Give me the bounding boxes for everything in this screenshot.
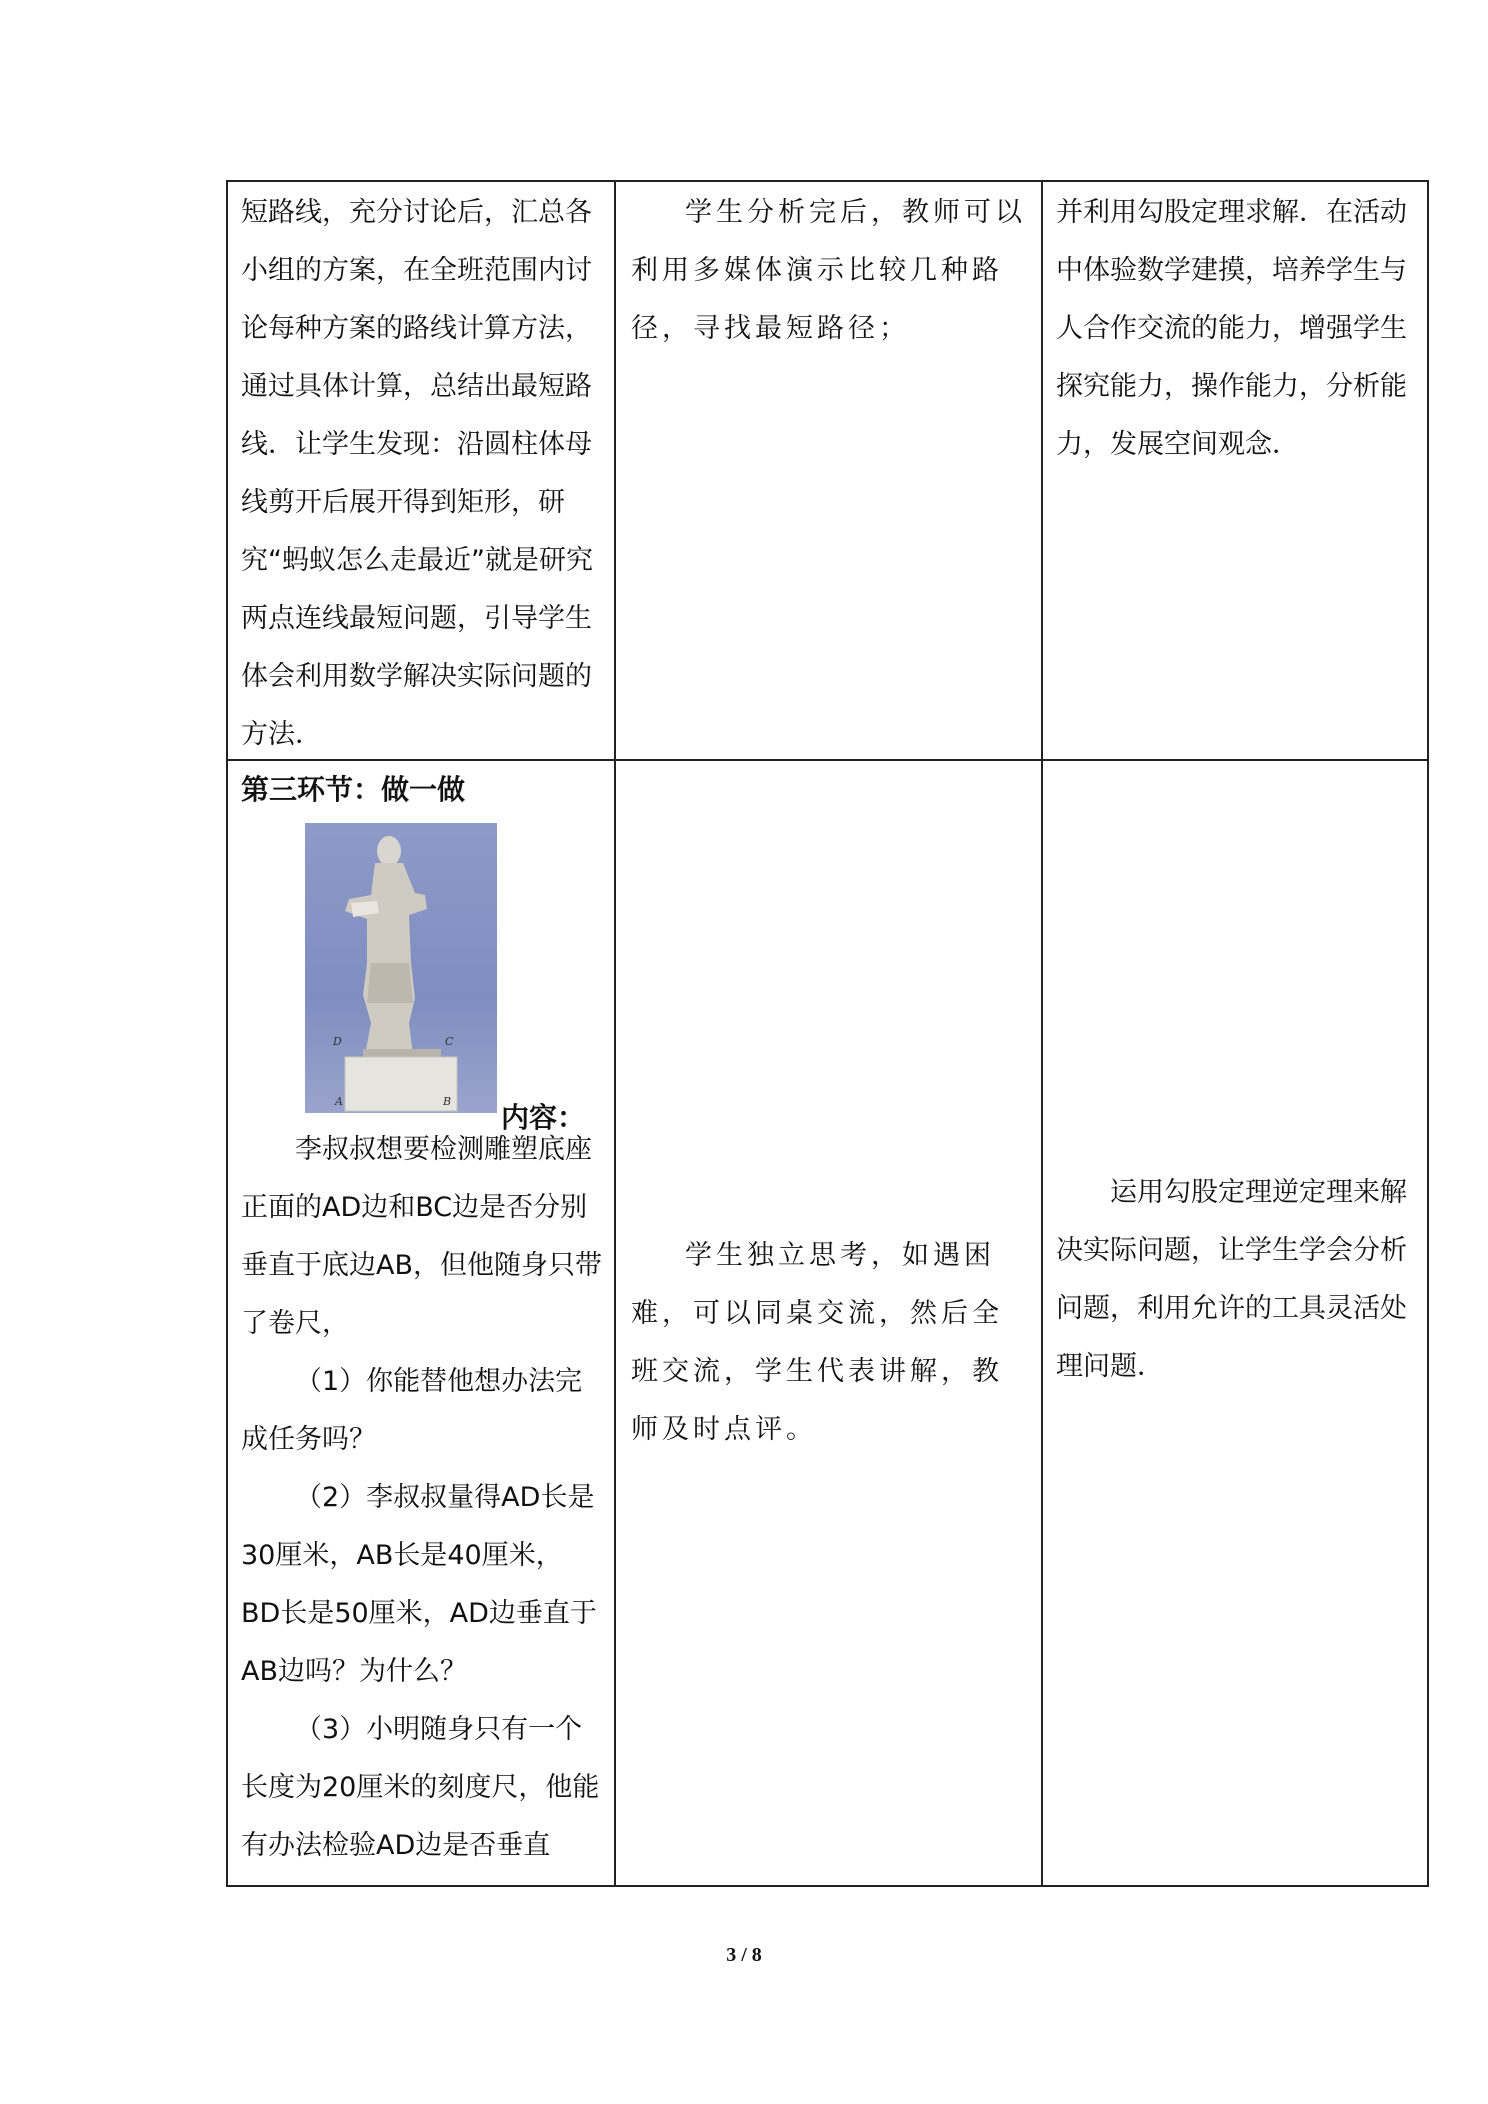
table-cell [1042, 181, 1428, 760]
table-cell [1042, 760, 1428, 1886]
content-label: 内容： [501, 1101, 586, 1134]
section-title: 第三环节：做一做 [241, 773, 466, 806]
photo-label-b: B [443, 1095, 452, 1108]
question-3: （3）小明随身只有一个长度为20厘米的刻度尺，他能有办法检验AD边是否垂直 [241, 1714, 600, 1861]
table-cell [615, 760, 1042, 1886]
activity-text: 短路线，充分讨论后，汇总各小组的方案，在全班范围内讨论每种方案的路线计算方法，通过具体计算，总结出最短路线．让学生发现：沿圆柱体母线剪开后展开得到矩形，研究“蚂蚁怎么走最近”就是研究两点连线最短问题，引导学生体会利用数学解决实际问题的方法． [241, 197, 593, 750]
photo-label-d: D [333, 1035, 342, 1048]
goal-text: 运用勾股定理逆定理来解决实际问题，让学生学会分析问题，利用允许的工具灵活处理问题． [1056, 1177, 1407, 1382]
question-1: （1）你能替他想办法完成任务吗？ [241, 1366, 583, 1455]
table-row [227, 760, 1428, 1886]
problem-intro: 李叔叔想要检测雕塑底座正面的AD边和BC边是否分别垂直于底边AB，但他随身只带了卷尺， [241, 1134, 602, 1339]
goal-text: 并利用勾股定理求解．在活动中体验数学建摸，培养学生与人合作交流的能力，增强学生探究能力，操作能力，分析能力，发展空间观念． [1056, 197, 1407, 460]
photo-label-c: C [445, 1035, 454, 1048]
table-cell [227, 181, 615, 760]
lesson-plan-table [226, 180, 1429, 1887]
teacher-text: 学生分析完后，教师可以利用多媒体演示比较几种路径，寻找最短路径； [631, 197, 1026, 344]
table-cell [615, 181, 1042, 760]
photo-label-a: A [335, 1095, 343, 1108]
table-row [227, 181, 1428, 760]
page-number: 3 / 8 [726, 1944, 762, 1966]
table-cell [227, 760, 615, 1886]
sculpture-photo [305, 823, 497, 1113]
teacher-text: 学生独立思考，如遇困难，可以同桌交流，然后全班交流，学生代表讲解，教师及时点评。 [631, 1240, 1003, 1445]
question-2: （2）李叔叔量得AD长是30厘米，AB长是40厘米，BD长是50厘米，AD边垂直于AB边吗？为什么？ [241, 1482, 597, 1687]
